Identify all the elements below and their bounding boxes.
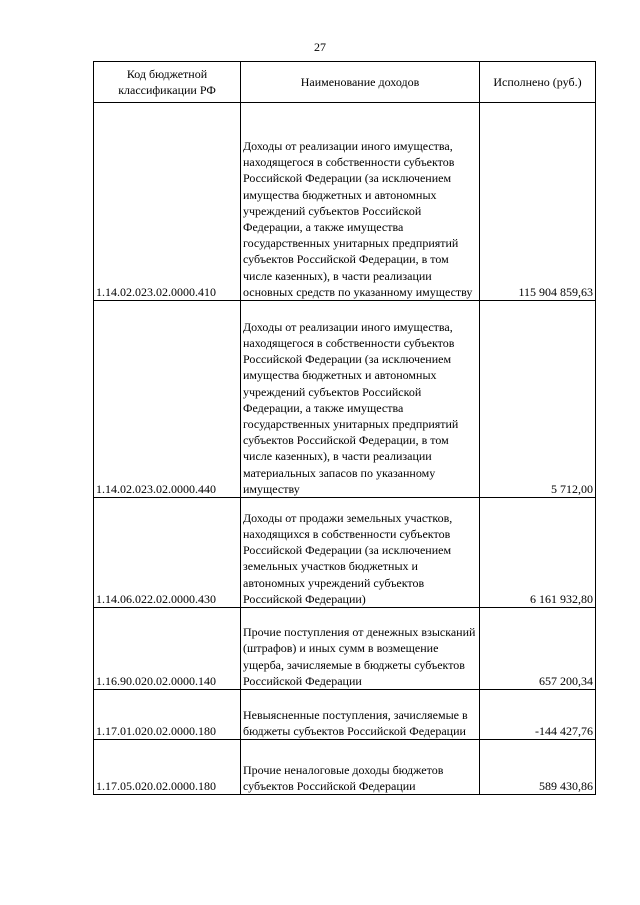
table-header-row — [94, 62, 596, 103]
executed-amount-cell: 6 161 932,80 — [480, 498, 596, 608]
executed-amount-cell: 589 430,86 — [480, 740, 596, 795]
executed-amount-cell: 657 200,34 — [480, 608, 596, 690]
revenue-name-cell: Прочие неналоговые доходы бюджетов субъектов Российской Федерации — [241, 740, 480, 795]
revenue-name-cell: Доходы от реализации иного имущества, находящегося в собственности субъектов Российской Федерации (за исключением имущества бюджетных и автономных учреждений субъектов Российской Федерации, а также имущества государственных унитарных предприятий субъектов Российской Федерации, в том числе казенных), в части реализации материальных запасов по указанному имуществу — [241, 301, 480, 498]
table-row — [94, 690, 596, 740]
header-budget-code: Код бюджетной классификации РФ — [94, 62, 241, 103]
executed-amount-cell: -144 427,76 — [480, 690, 596, 740]
executed-amount-cell: 115 904 859,63 — [480, 103, 596, 301]
table-row — [94, 498, 596, 608]
revenue-name-cell: Доходы от реализации иного имущества, находящегося в собственности субъектов Российской Федерации (за исключением имущества бюджетных и автономных учреждений субъектов Российской Федерации, а также имущества государственных унитарных предприятий субъектов Российской Федерации, в том числе казенных), в части реализации основных средств по указанному имуществу — [241, 103, 480, 301]
executed-amount-cell: 5 712,00 — [480, 301, 596, 498]
table-row — [94, 608, 596, 690]
revenue-name-cell: Доходы от продажи земельных участков, находящихся в собственности субъектов Российской Федерации (за исключением земельных участков бюджетных и автономных учреждений субъектов Российской Федерации) — [241, 498, 480, 608]
budget-code-cell: 1.17.01.020.02.0000.180 — [94, 690, 241, 740]
revenue-name-cell: Прочие поступления от денежных взысканий (штрафов) и иных сумм в возмещение ущерба, зачисляемые в бюджеты субъектов Российской Федерации — [241, 608, 480, 690]
table-row — [94, 103, 596, 301]
page-number: 27 — [314, 40, 326, 54]
table-row — [94, 740, 596, 795]
budget-code-cell: 1.17.05.020.02.0000.180 — [94, 740, 241, 795]
revenue-name-cell: Невыясненные поступления, зачисляемые в бюджеты субъектов Российской Федерации — [241, 690, 480, 740]
table-row — [94, 301, 596, 498]
budget-code-cell: 1.14.02.023.02.0000.440 — [94, 301, 241, 498]
budget-code-cell: 1.16.90.020.02.0000.140 — [94, 608, 241, 690]
budget-code-cell: 1.14.02.023.02.0000.410 — [94, 103, 241, 301]
header-executed-amount: Исполнено (руб.) — [480, 62, 596, 103]
header-revenue-name: Наименование доходов — [241, 62, 480, 103]
budget-code-cell: 1.14.06.022.02.0000.430 — [94, 498, 241, 608]
revenue-table — [93, 61, 596, 795]
